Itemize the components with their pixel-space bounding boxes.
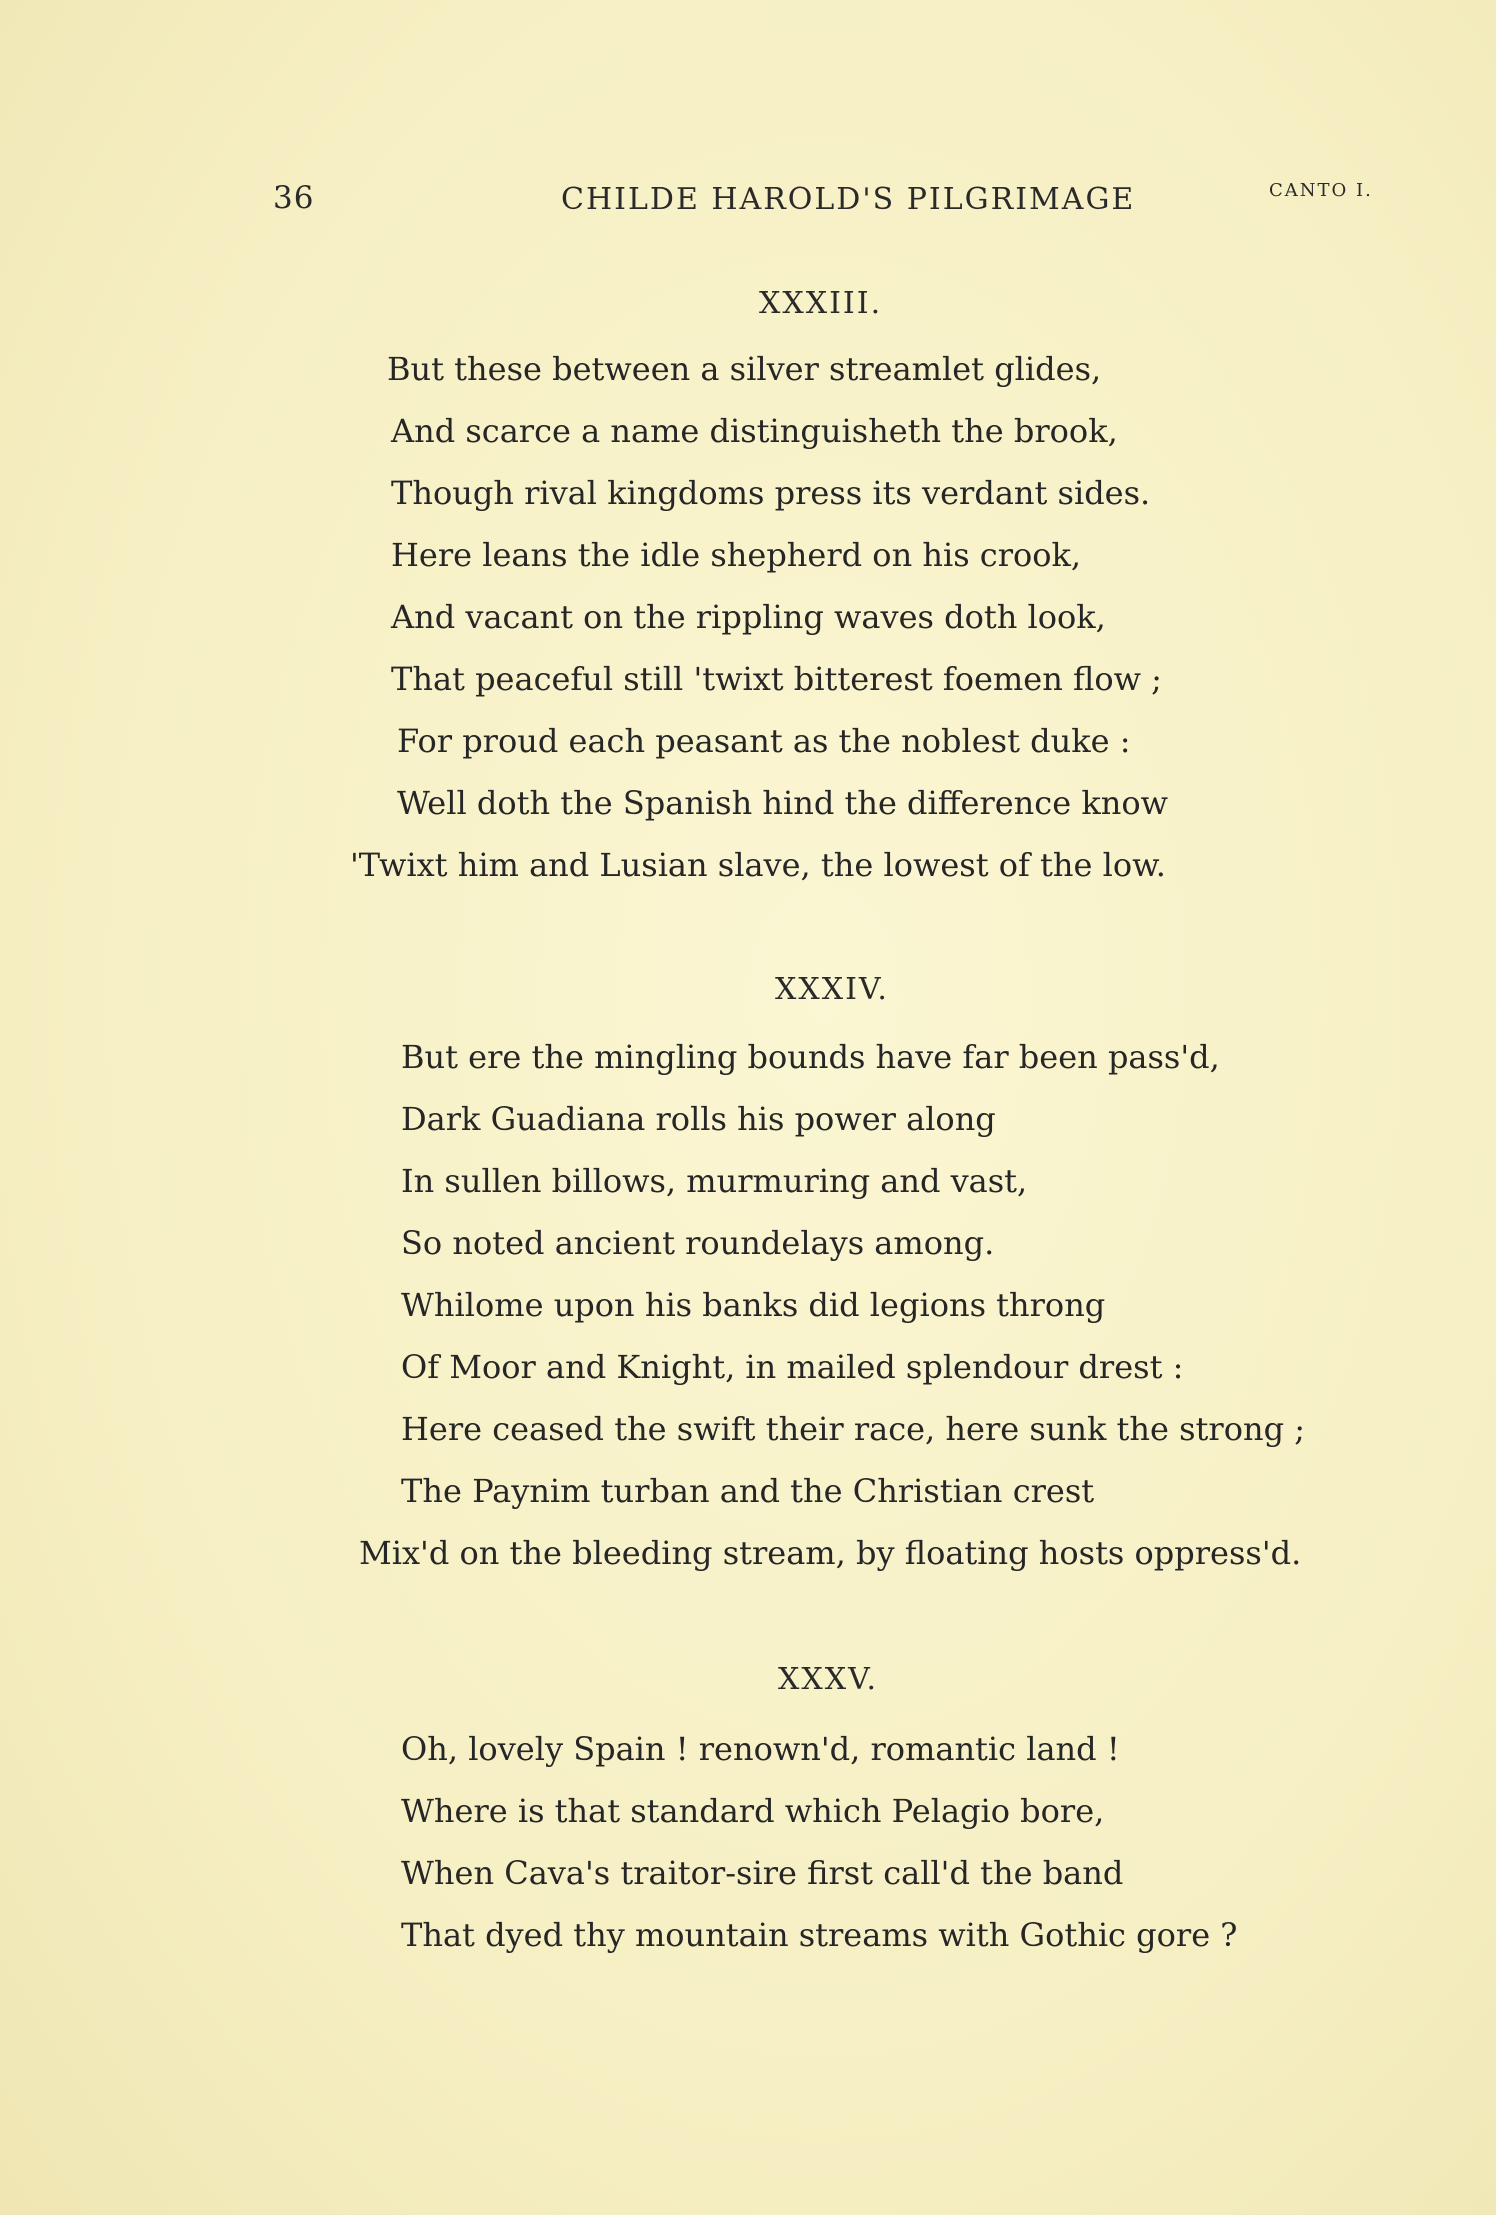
verse-line: Dark Guadiana rolls his power along [401, 1100, 996, 1138]
verse-line: And vacant on the rippling waves doth look, [391, 598, 1106, 636]
verse-line: Mix'd on the bleeding stream, by floating hosts oppress'd. [359, 1534, 1302, 1572]
verse-line: Of Moor and Knight, in mailed splendour drest : [401, 1348, 1184, 1386]
verse-line: Here ceased the swift their race, here sunk the strong ; [401, 1410, 1306, 1448]
verse-line: Well doth the Spanish hind the difference know [397, 784, 1168, 822]
verse-line: But these between a silver streamlet glides, [387, 350, 1102, 388]
verse-line: Whilome upon his banks did legions throng [401, 1286, 1106, 1324]
verse-line: So noted ancient roundelays among. [401, 1224, 995, 1262]
verse-line: That peaceful still 'twixt bitterest foemen flow ; [391, 660, 1162, 698]
verse-line: Though rival kingdoms press its verdant sides. [391, 474, 1151, 512]
running-title: CHILDE HAROLD'S PILGRIMAGE [561, 182, 1136, 217]
verse-line: Oh, lovely Spain ! renown'd, romantic land ! [401, 1730, 1120, 1768]
stanza-number: XXXV. [778, 1662, 879, 1697]
stanza-number: XXXIII. [759, 286, 883, 321]
canto-label: CANTO I. [1269, 180, 1373, 201]
verse-line: 'Twixt him and Lusian slave, the lowest of the low. [350, 846, 1166, 884]
verse-line: That dyed thy mountain streams with Gothic gore ? [401, 1916, 1238, 1954]
verse-line: The Paynim turban and the Christian crest [401, 1472, 1095, 1510]
stanza-number: XXXIV. [775, 972, 889, 1007]
page-number: 36 [273, 180, 315, 216]
verse-line: When Cava's traitor-sire first call'd the band [401, 1854, 1124, 1892]
verse-line: Where is that standard which Pelagio bore, [401, 1792, 1105, 1830]
verse-line: In sullen billows, murmuring and vast, [401, 1162, 1028, 1200]
verse-line: But ere the mingling bounds have far been pass'd, [401, 1038, 1220, 1076]
verse-line: Here leans the idle shepherd on his crook, [391, 536, 1082, 574]
verse-line: And scarce a name distinguisheth the brook, [391, 412, 1118, 450]
verse-line: For proud each peasant as the noblest duke : [397, 722, 1131, 760]
